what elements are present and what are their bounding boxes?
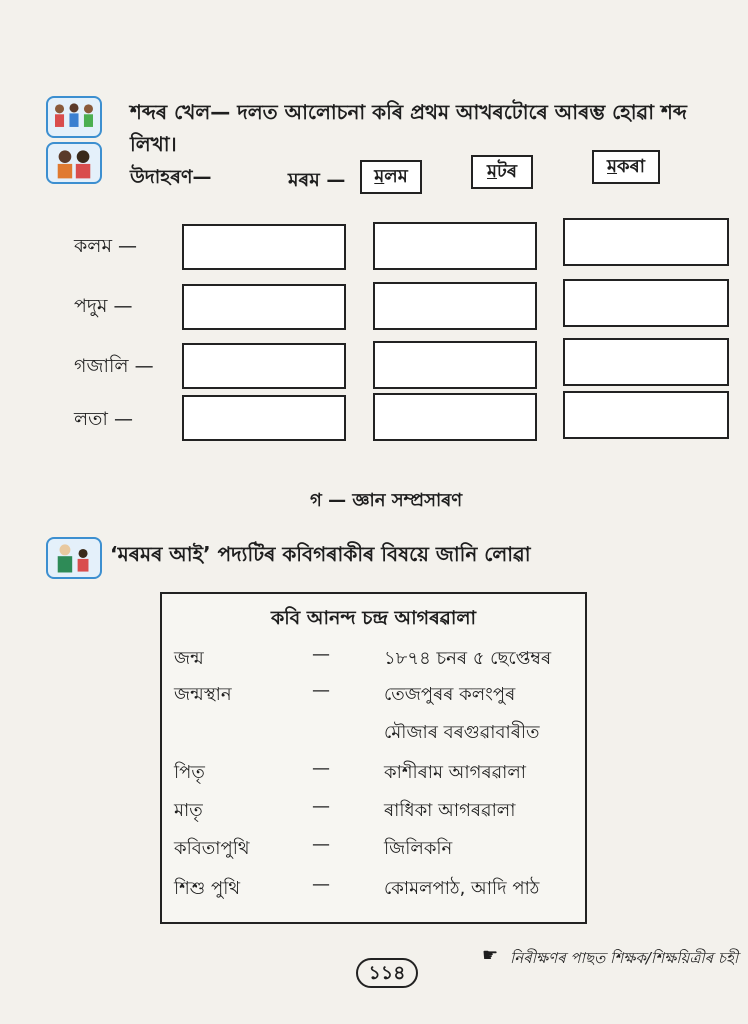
- info-value: কোমলপাঠ, আদি পাঠ: [384, 878, 540, 899]
- activity-instruction-cont: লিখা।: [130, 132, 177, 156]
- word-label: কলম —: [74, 235, 138, 257]
- info-value: ৰাধিকা আগৰৱালা: [384, 800, 516, 821]
- info-dash: —: [312, 644, 330, 665]
- info-dash: —: [312, 874, 330, 895]
- answer-box[interactable]: [373, 282, 537, 330]
- example-answer-box: মটৰ: [471, 155, 533, 189]
- section-heading: গ — জ্ঞান সম্প্ৰসাৰণ: [310, 490, 463, 511]
- answer-box[interactable]: [373, 393, 537, 441]
- info-label: জন্ম: [174, 648, 204, 669]
- answer-box[interactable]: [182, 343, 346, 389]
- info-dash: —: [312, 680, 330, 701]
- answer-box[interactable]: [182, 224, 346, 270]
- example-word: মৰম —: [288, 169, 346, 191]
- example-answer-box: মকৰা: [592, 150, 660, 184]
- info-dash: —: [312, 758, 330, 779]
- info-value: ১৮৭৪ চনৰ ৫ ছেপ্তেম্বৰ: [384, 648, 552, 669]
- info-value: মৌজাৰ বৰগুৱাবাৰীত: [384, 722, 540, 743]
- footer-note: নিৰীক্ষণৰ পাছত শিক্ষক/শিক্ষয়িত্ৰীৰ চহী: [510, 949, 739, 967]
- pair-talk-icon: [46, 142, 102, 184]
- teacher-student-icon: [46, 537, 102, 579]
- answer-box[interactable]: [563, 338, 729, 386]
- answer-box[interactable]: [563, 218, 729, 266]
- info-dash: —: [312, 796, 330, 817]
- info-label: শিশু পুথি: [174, 878, 241, 899]
- info-label: কবিতাপুথি: [174, 838, 250, 859]
- poet-info-box: [160, 592, 587, 924]
- info-value: জিলিকনি: [384, 838, 453, 859]
- answer-box[interactable]: [563, 391, 729, 439]
- pointing-hand-icon: ☛: [482, 945, 499, 966]
- info-value: তেজপুৰৰ কলংপুৰ: [384, 684, 516, 705]
- poet-intro: ‘মৰমৰ আই’ পদ্যটিৰ কবিগৰাকীৰ বিষয়ে জানি লোৱা: [110, 542, 531, 566]
- answer-box[interactable]: [563, 279, 729, 327]
- info-label: মাতৃ: [174, 800, 203, 821]
- info-label: পিতৃ: [174, 762, 205, 783]
- info-value: কাশীৰাম আগৰৱালা: [384, 762, 526, 783]
- answer-box[interactable]: [373, 341, 537, 389]
- word-label: গজালি —: [74, 355, 154, 377]
- info-dash: —: [312, 834, 330, 855]
- answer-box[interactable]: [373, 222, 537, 270]
- activity-instruction: শব্দৰ খেল— দলত আলোচনা কৰি প্ৰথম আখৰটোৰে আৰম্ভ হোৱা শব্দ: [130, 100, 687, 124]
- word-label: লতা —: [74, 408, 133, 430]
- group-discussion-icon: [46, 96, 102, 138]
- answer-box[interactable]: [182, 284, 346, 330]
- word-label: পদুম —: [74, 295, 133, 317]
- page-number: ১১৪: [356, 958, 418, 988]
- example-answer-box: মলম: [360, 160, 422, 194]
- poet-info-title: কবি আনন্দ চন্দ্ৰ আগৰৱালা: [270, 607, 477, 629]
- answer-box[interactable]: [182, 395, 346, 441]
- info-label: জন্মস্থান: [174, 684, 232, 705]
- example-label: উদাহৰণ—: [130, 166, 212, 188]
